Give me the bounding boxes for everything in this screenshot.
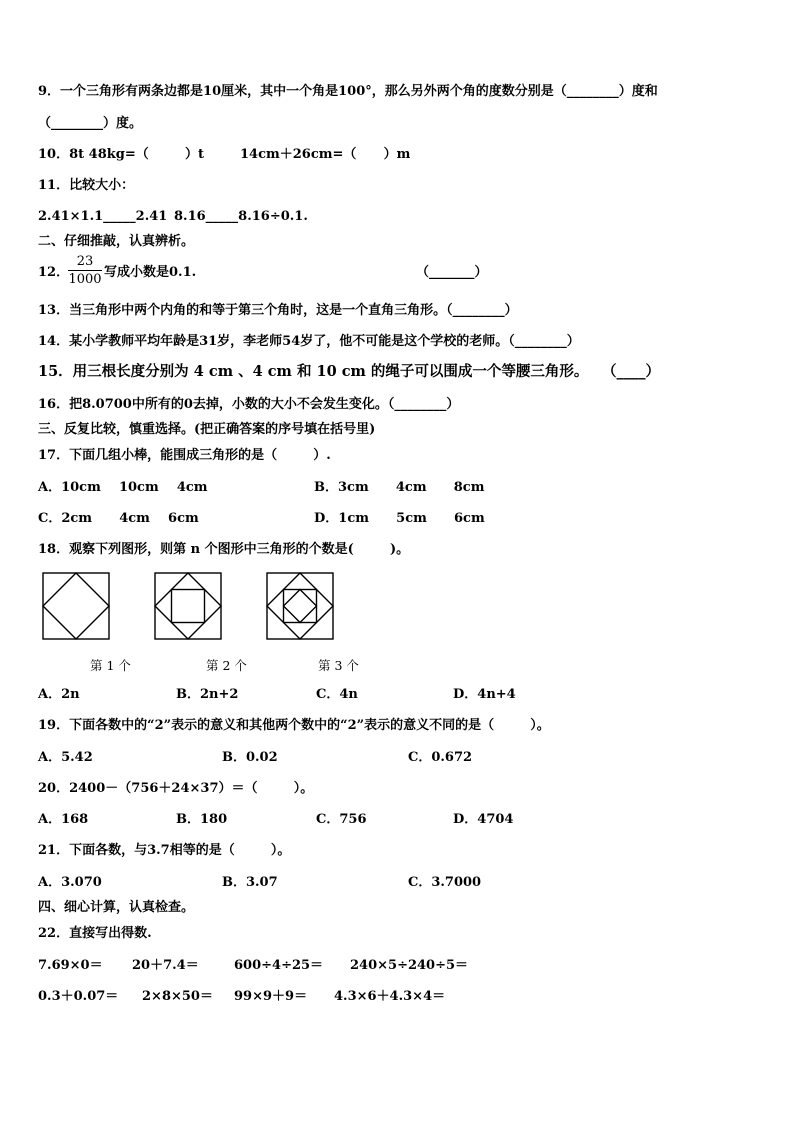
question-10: [38, 147, 411, 163]
question-22-row-2: [38, 989, 446, 1005]
question-16: 16．把8.0700中所有的0去掉，小数的大小不会发生变化。（________）: [38, 397, 460, 412]
option-a: A．2n: [38, 687, 80, 702]
question-15-answer-blank: （____）: [602, 363, 660, 380]
question-14: 14．某小学教师平均年龄是31岁，李老师54岁了，他不可能是这个学校的老师。（________）: [38, 334, 580, 349]
calc-item: 2×8×50＝: [142, 989, 213, 1004]
option-c: C．2cm 4cm 6cm: [38, 511, 199, 526]
option-c: C．4n: [316, 687, 358, 702]
question-10-part-b: 14cm＋26cm=（ ）m: [240, 147, 411, 162]
calc-item: 600÷4÷25＝: [234, 958, 324, 973]
question-22-stem: 22．直接写出得数.: [38, 926, 152, 941]
question-15-text: 15．用三根长度分别为 4 cm 、4 cm 和 10 cm 的绳子可以围成一个等腰三角形。: [38, 363, 589, 380]
calc-item: 7.69×0＝: [38, 958, 103, 973]
question-22-row-1: [38, 958, 469, 974]
option-c: C．756: [316, 812, 367, 827]
option-d: D．1cm 5cm 6cm: [314, 511, 485, 526]
option-d: D．4n+4: [453, 687, 516, 702]
section-3-heading: 三、反复比较，慎重选择。(把正确答案的序号填在括号里): [38, 422, 376, 437]
calc-item: 99×9＋9＝: [234, 989, 308, 1004]
option-a: A．5.42: [38, 750, 93, 765]
calc-item: 240×5÷240÷5＝: [350, 958, 469, 973]
question-17-options-row-2: [38, 511, 485, 527]
figure-3-caption: 第 3 个: [318, 658, 359, 673]
option-b: B．3cm 4cm 8cm: [314, 480, 485, 495]
fraction-denominator: 1000: [68, 272, 102, 287]
question-21-options: [38, 875, 482, 891]
question-17-stem: 17．下面几组小棒，能围成三角形的是（ ）.: [38, 448, 331, 463]
question-11-items: [38, 209, 308, 225]
question-18-stem: 18．观察下列图形，则第 n 个图形中三角形的个数是( )。: [38, 542, 410, 557]
option-c: C．0.672: [408, 750, 473, 765]
section-4-heading: 四、细心计算，认真检查。: [38, 900, 195, 915]
calc-item: 4.3×6＋4.3×4＝: [334, 989, 446, 1004]
question-9-line-2: （________）度。: [38, 116, 143, 131]
option-b: B．3.07: [222, 875, 278, 890]
question-18-options: [38, 687, 516, 703]
question-19-options: [38, 750, 473, 766]
section-2-heading: 二、仔细推敲，认真辨析。: [38, 234, 195, 249]
question-12-answer-blank: （_______）: [416, 265, 488, 280]
option-a: A．10cm 10cm 4cm: [38, 480, 208, 495]
fraction-bar: [68, 270, 102, 271]
question-11-b: 8.16_____8.16÷0.1.: [174, 209, 308, 224]
question-12-number: 12．: [38, 265, 70, 280]
question-12-fraction: [68, 254, 102, 287]
calc-item: 20＋7.4＝: [132, 958, 199, 973]
option-b: B．0.02: [222, 750, 278, 765]
question-9-line-1: 9．一个三角形有两条边都是10厘米，其中一个角是100°，那么另外两个角的度数分别是（________）度和: [38, 84, 658, 99]
question-11-a: 2.41×1.1_____2.41: [38, 209, 168, 224]
option-d: D．4704: [453, 812, 514, 827]
option-c: C．3.7000: [408, 875, 482, 890]
question-15: [38, 363, 660, 380]
option-b: B．2n+2: [176, 687, 239, 702]
figure-3: [266, 572, 334, 640]
option-b: B．180: [176, 812, 228, 827]
figure-2-caption: 第 2 个: [206, 658, 247, 673]
option-a: A．168: [38, 812, 89, 827]
question-13: 13．当三角形中两个内角的和等于第三个角时，这是一个直角三角形。（________）: [38, 303, 518, 318]
question-11-title: 11．比较大小：: [38, 178, 135, 193]
question-20-stem: 20．2400－（756＋24×37）＝（ ）。: [38, 781, 314, 796]
figure-2: [154, 572, 222, 640]
question-17-options-row-1: [38, 480, 485, 496]
fraction-numerator: 23: [76, 254, 94, 269]
question-21-stem: 21．下面各数，与3.7相等的是（ ）。: [38, 843, 291, 858]
question-19-stem: 19．下面各数中的“2”表示的意义和其他两个数中的“2”表示的意义不同的是（ ）。: [38, 718, 550, 733]
figure-1: [42, 572, 110, 640]
question-10-part-a: 10．8t 48kg=（ ）t: [38, 147, 204, 162]
figure-1-caption: 第 1 个: [90, 658, 131, 673]
calc-item: 0.3＋0.07＝: [38, 989, 119, 1004]
question-20-options: [38, 812, 514, 828]
option-a: A．3.070: [38, 875, 102, 890]
question-12-text: 写成小数是0.1.: [104, 265, 197, 280]
